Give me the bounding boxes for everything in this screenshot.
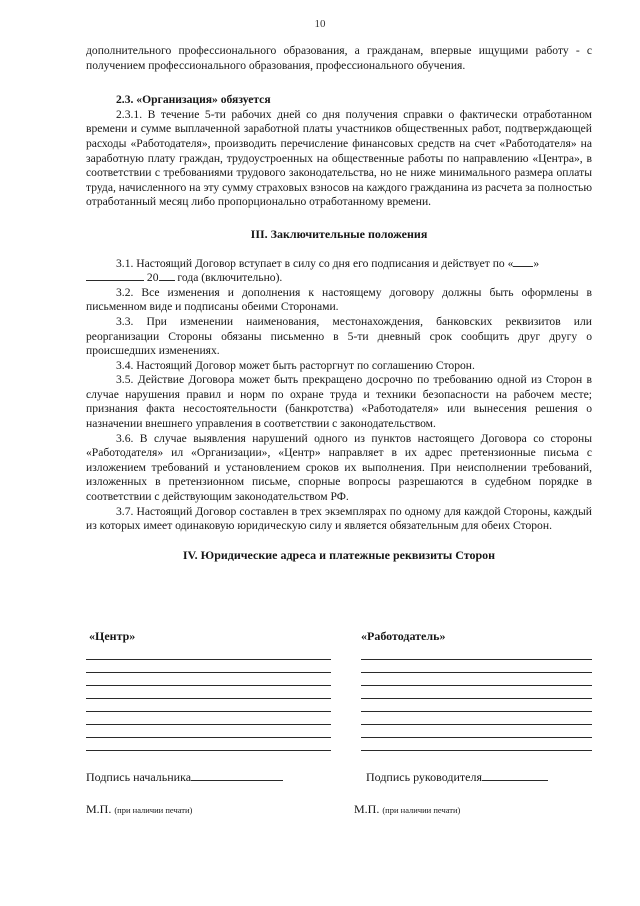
year-blank[interactable] xyxy=(159,280,175,281)
center-mp-label: М.П. xyxy=(86,802,112,816)
employer-line-2[interactable] xyxy=(361,672,592,673)
clause-3-1-year: 20 xyxy=(144,271,159,285)
center-line-7[interactable] xyxy=(86,737,331,738)
clause-3-1-end: года (включительно). xyxy=(174,271,283,285)
employer-line-7[interactable] xyxy=(361,737,592,738)
contract-text xyxy=(86,44,592,577)
employer-line-8[interactable] xyxy=(361,750,592,751)
day-blank[interactable] xyxy=(513,266,533,267)
employer-sign-blank[interactable] xyxy=(482,780,548,781)
clause-3-4: 3.4. Настоящий Договор может быть расторгнут по соглашению Сторон. xyxy=(116,358,475,372)
employer-mp-note: (при наличии печати) xyxy=(382,805,461,815)
org-heading: 2.3. «Организация» обязуется xyxy=(116,93,271,107)
center-heading: «Центр» xyxy=(89,629,136,643)
intro-fragment: дополнительного профессионального образования, а гражданам, впервые ищущими работу - с получением профессионального образования, профессионального обучения. xyxy=(86,44,592,72)
clause-3-1 xyxy=(86,257,592,286)
center-column xyxy=(86,629,331,751)
employer-sign-label: Подпись руководителя xyxy=(366,770,482,784)
clause-3-7: 3.7. Настоящий Договор составлен в трех экземплярах по одному для каждой Стороны, каждый из которых имеет одинаковую юридическую силу и является обязательным для обеих Сторон. xyxy=(86,504,592,533)
requisites-block xyxy=(86,629,592,899)
center-line-1[interactable] xyxy=(86,659,331,660)
center-line-6[interactable] xyxy=(86,724,331,725)
employer-line-1[interactable] xyxy=(361,659,592,660)
employer-line-6[interactable] xyxy=(361,724,592,725)
section-4-title: IV. Юридические адреса и платежные реквизиты Сторон xyxy=(182,547,496,562)
employer-signature xyxy=(366,770,548,785)
employer-line-4[interactable] xyxy=(361,698,592,699)
center-line-5[interactable] xyxy=(86,711,331,712)
clause-3-3: 3.3. При изменении наименования, местонахождения, банковских реквизитов или реорганизации Стороны обязаны письменно в 5-ти дневный срок сообщить друг другу о происшедших изменениях. xyxy=(86,314,592,358)
clause-3-2: 3.2. Все изменения и дополнения к настоящему договору должны быть оформлены в письменном виде и подписаны обеими Сторонами. xyxy=(86,285,592,314)
section-3-title: III. Заключительные положения xyxy=(250,226,428,241)
employer-mp-label: М.П. xyxy=(354,802,380,816)
clause-2-3-1: 2.3.1. В течение 5-ти рабочих дней со дня получения справки о фактически отработанном времени и сумме выплаченной заработной платы участников общественных работ, подтверждающей расходы «Работодателя», производить перечисление финансовых средств на счет «Работодателя» на заработную плату граждан, трудоустроенных на общественные работы по направлению «Центра», в соответствии с требованиями трудового законодательства, но не ниже минимального размера оплаты труда, начисленного на эту сумму страховых взносов на каждого гражданина из расчета за полностью отработанный месяц либо пропорционально отработанному времени. xyxy=(86,107,592,209)
clause-3-1-quote: » xyxy=(533,256,540,270)
employer-stamp xyxy=(354,802,460,817)
clause-3-1-text: 3.1. Настоящий Договор вступает в силу со дня его подписания и действует по « xyxy=(116,256,514,270)
employer-column xyxy=(361,629,592,751)
center-line-4[interactable] xyxy=(86,698,331,699)
employer-line-5[interactable] xyxy=(361,711,592,712)
employer-heading: «Работодатель» xyxy=(361,629,446,643)
center-mp-note: (при наличии печати) xyxy=(114,805,193,815)
center-stamp xyxy=(86,802,192,817)
clause-3-6: 3.6. В случае выявления нарушений одного из пунктов настоящего Договора со стороны «Работодателя» ил «Организации», «Центр» направляет в их адрес претензионные письма с изложением требований и установлением сроков их выполнения. При неисполнении требований, изложенных в претензионном письме, спорные вопросы разрешаются в судебном порядке в соответствии с действующим законодательством РФ. xyxy=(86,431,592,504)
clause-3-5: 3.5. Действие Договора может быть прекращено досрочно по требованию одной из Сторон в случае нарушения правил и норм по охране труда и техники безопасности на рабочем месте; признания факта несостоятельности (банкротства) «Работодателя» или вынесения решения о назначении внешнего управления в соответствии с законодательством. xyxy=(86,373,592,431)
center-sign-label: Подпись начальника xyxy=(86,770,192,784)
center-line-8[interactable] xyxy=(86,750,331,751)
page-number: 10 xyxy=(314,18,326,30)
month-blank[interactable] xyxy=(86,280,144,281)
employer-line-3[interactable] xyxy=(361,685,592,686)
center-line-2[interactable] xyxy=(86,672,331,673)
center-signature xyxy=(86,770,283,785)
center-sign-blank[interactable] xyxy=(191,780,283,781)
center-line-3[interactable] xyxy=(86,685,331,686)
